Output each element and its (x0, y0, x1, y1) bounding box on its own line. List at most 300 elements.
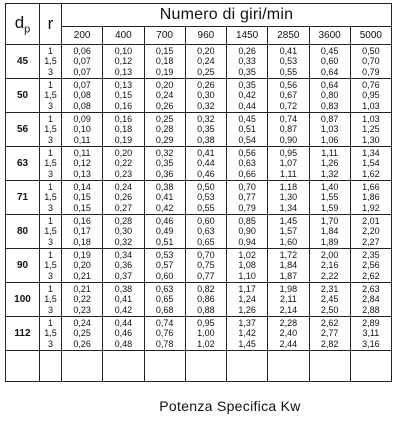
power-value: 0,08 (73, 90, 91, 101)
r-value: 1 (47, 249, 53, 260)
r-value: 1,5 (44, 124, 57, 135)
power-value: 1,32 (320, 168, 339, 179)
power-cell (350, 317, 391, 351)
power-value: 0,56 (279, 79, 298, 90)
power-value: 0,65 (155, 294, 174, 305)
r-value: 1 (47, 113, 53, 124)
power-value: 0,65 (197, 236, 215, 247)
table-row (6, 181, 392, 215)
power-value: 1,02 (197, 338, 215, 349)
empty-cell (40, 351, 62, 382)
power-value: 0,46 (197, 168, 215, 179)
power-value: 0,11 (73, 134, 91, 145)
power-value: 0,19 (73, 249, 91, 260)
power-value: 2,56 (362, 260, 380, 271)
power-value: 0,13 (114, 66, 133, 77)
power-value: 0,34 (114, 249, 133, 260)
power-value: 0,16 (73, 215, 91, 226)
r-value: 1,5 (44, 328, 57, 339)
power-value: 0,09 (73, 113, 91, 124)
empty-row (6, 351, 392, 382)
power-value: 0,28 (114, 215, 133, 226)
power-value: 0,63 (238, 158, 256, 169)
power-value: 0,26 (238, 45, 256, 56)
power-value: 2,45 (320, 294, 339, 305)
power-cell (103, 147, 144, 181)
r-value: 1,5 (44, 260, 57, 271)
r-value: 1 (47, 147, 53, 158)
dp-cell: 45 (6, 45, 40, 79)
power-cell (268, 45, 309, 79)
rpm-header-cell: 1450 (227, 27, 268, 45)
power-cell (185, 113, 226, 147)
power-value: 0,20 (197, 45, 215, 56)
power-value: 0,41 (155, 192, 174, 203)
power-value: 0,56 (238, 147, 256, 158)
power-value: 0,15 (73, 202, 91, 213)
power-value: 0,36 (114, 260, 133, 271)
power-value: 0,23 (73, 304, 91, 315)
power-value: 0,35 (238, 79, 256, 90)
r-value: 1,5 (44, 90, 57, 101)
power-cell (144, 283, 185, 317)
power-value: 0,90 (279, 134, 298, 145)
power-value: 0,38 (155, 181, 174, 192)
power-cell (268, 249, 309, 283)
r-value: 3 (47, 134, 53, 145)
power-value: 0,95 (197, 317, 215, 328)
r-value: 1 (47, 181, 53, 192)
power-cell (309, 215, 350, 249)
power-cell (309, 317, 350, 351)
power-value: 0,87 (320, 113, 339, 124)
power-cell (185, 249, 226, 283)
power-value: 0,42 (114, 304, 133, 315)
power-cell (227, 215, 268, 249)
power-cell (309, 181, 350, 215)
power-value: 1,86 (362, 192, 380, 203)
r-value: 3 (47, 236, 53, 247)
power-value: 0,24 (197, 56, 215, 67)
power-value: 0,21 (73, 283, 91, 294)
power-value: 2,00 (320, 249, 339, 260)
power-cell (103, 79, 144, 113)
power-value: 0,53 (155, 249, 174, 260)
power-cell (144, 215, 185, 249)
power-value: 2,88 (362, 304, 380, 315)
power-cell (309, 147, 350, 181)
power-value: 1,11 (279, 168, 297, 179)
power-value: 0,24 (73, 317, 91, 328)
power-cell (309, 249, 350, 283)
power-cell (144, 249, 185, 283)
power-value: 1,45 (238, 338, 256, 349)
caption (0, 398, 400, 414)
power-value: 0,74 (279, 113, 298, 124)
empty-cell (103, 351, 144, 382)
power-value: 0,19 (155, 66, 174, 77)
power-cell (185, 79, 226, 113)
power-value: 0,95 (279, 147, 298, 158)
power-value: 0,14 (73, 181, 91, 192)
power-cell (62, 249, 103, 283)
power-value: 1,02 (238, 249, 256, 260)
power-value: 0,35 (155, 158, 174, 169)
power-value: 1,37 (238, 317, 256, 328)
power-value: 0,63 (155, 283, 174, 294)
power-value: 1,18 (279, 181, 298, 192)
power-value: 2,14 (279, 304, 298, 315)
power-value: 0,51 (238, 124, 256, 135)
power-value: 0,19 (114, 134, 133, 145)
power-value: 0,21 (73, 270, 91, 281)
r-cell (40, 283, 62, 317)
power-value: 0,44 (114, 317, 133, 328)
r-value: 1 (47, 317, 53, 328)
power-value: 1,07 (279, 158, 298, 169)
power-value: 0,78 (155, 338, 174, 349)
dp-header-sub: p (24, 23, 31, 36)
power-value: 2,22 (320, 270, 339, 281)
power-cell (350, 45, 391, 79)
power-value: 0,94 (238, 236, 256, 247)
power-value: 0,32 (197, 113, 215, 124)
power-cell (350, 215, 391, 249)
power-value: 1,10 (238, 270, 256, 281)
power-value: 0,32 (197, 100, 215, 111)
power-value: 1,03 (320, 124, 339, 135)
power-value: 1,17 (238, 283, 256, 294)
power-value: 1,55 (320, 192, 339, 203)
r-value: 3 (47, 100, 53, 111)
power-value: 0,45 (238, 113, 256, 124)
rpm-header-cell: 200 (62, 27, 103, 45)
r-value: 1 (47, 79, 53, 90)
power-value: 0,20 (73, 260, 91, 271)
rpm-header-cell: 5000 (350, 27, 391, 45)
power-value: 0,66 (238, 168, 256, 179)
power-value: 2,16 (320, 260, 339, 271)
power-value: 2,63 (362, 283, 380, 294)
power-value: 0,60 (197, 215, 215, 226)
power-value: 0,13 (73, 168, 91, 179)
power-value: 0,38 (197, 134, 215, 145)
r-value: 1,5 (44, 56, 57, 67)
power-value: 0,87 (279, 124, 298, 135)
power-value: 0,22 (114, 158, 133, 169)
power-cell (62, 215, 103, 249)
r-cell (40, 249, 62, 283)
power-value: 1,40 (320, 181, 339, 192)
power-value: 1,84 (279, 260, 298, 271)
power-value: 0,70 (362, 56, 380, 67)
power-value: 0,50 (197, 181, 215, 192)
power-value: 0,13 (114, 79, 133, 90)
power-cell (185, 181, 226, 215)
power-value: 0,33 (238, 56, 256, 67)
power-value: 0,95 (362, 90, 380, 101)
power-cell (268, 215, 309, 249)
power-value: 0,72 (279, 100, 298, 111)
power-value: 1,03 (362, 113, 380, 124)
power-value: 0,07 (73, 56, 91, 67)
power-cell (350, 147, 391, 181)
power-value: 0,42 (155, 202, 174, 213)
power-value: 0,55 (197, 202, 215, 213)
dp-cell: 50 (6, 79, 40, 113)
power-value: 0,27 (114, 202, 133, 213)
power-value: 3,16 (362, 338, 380, 349)
power-cell (144, 317, 185, 351)
power-value: 0,24 (155, 90, 174, 101)
power-value: 0,38 (114, 283, 133, 294)
power-value: 0,15 (114, 90, 133, 101)
power-value: 0,88 (197, 304, 215, 315)
power-value: 2,82 (320, 338, 339, 349)
power-value: 0,79 (238, 202, 256, 213)
power-value: 0,18 (114, 124, 133, 135)
r-value: 3 (47, 202, 53, 213)
power-value: 0,60 (320, 56, 339, 67)
power-value: 0,41 (279, 45, 298, 56)
power-value: 0,11 (73, 147, 91, 158)
power-value: 0,20 (114, 147, 133, 158)
power-value: 1,98 (279, 283, 298, 294)
power-cell (309, 113, 350, 147)
power-value: 1,70 (320, 215, 339, 226)
power-value: 1,30 (279, 192, 298, 203)
power-value: 0,50 (362, 45, 380, 56)
power-cell (103, 249, 144, 283)
power-value: 2,20 (362, 226, 380, 237)
power-cell (268, 147, 309, 181)
power-value: 0,44 (197, 158, 215, 169)
power-value: 1,54 (362, 158, 380, 169)
power-cell (185, 215, 226, 249)
r-value: 3 (47, 168, 53, 179)
power-value: 0,86 (197, 294, 215, 305)
table-row (6, 283, 392, 317)
power-value: 0,15 (155, 45, 174, 56)
power-value: 1,25 (362, 124, 380, 135)
power-value: 0,41 (197, 147, 215, 158)
power-value: 0,64 (320, 79, 339, 90)
power-value: 1,11 (321, 147, 339, 158)
power-value: 2,44 (279, 338, 298, 349)
power-table (5, 3, 392, 382)
power-value: 0,20 (155, 79, 174, 90)
r-cell (40, 215, 62, 249)
power-value: 0,68 (155, 304, 174, 315)
table-row (6, 45, 392, 79)
table-row (6, 113, 392, 147)
empty-cell (144, 351, 185, 382)
power-value: 0,16 (114, 113, 133, 124)
r-value: 3 (47, 270, 53, 281)
power-value: 1,60 (279, 236, 298, 247)
power-cell (268, 113, 309, 147)
power-cell (227, 317, 268, 351)
power-value: 0,35 (238, 66, 256, 77)
dp-header (6, 4, 40, 45)
power-cell (62, 147, 103, 181)
power-value: 0,23 (114, 168, 133, 179)
power-value: 0,07 (73, 66, 91, 77)
power-value: 0,70 (238, 181, 256, 192)
power-cell (62, 113, 103, 147)
power-cell (103, 317, 144, 351)
rpm-header-cell: 3600 (309, 27, 350, 45)
power-value: 0,29 (155, 134, 174, 145)
power-value: 0,26 (114, 192, 133, 203)
power-cell (350, 113, 391, 147)
power-cell (62, 45, 103, 79)
power-value: 0,41 (114, 294, 133, 305)
rpm-header-cell: 960 (185, 27, 226, 45)
r-value: 1,5 (44, 294, 57, 305)
power-value: 0,26 (197, 79, 215, 90)
power-cell (309, 79, 350, 113)
power-value: 0,12 (73, 158, 91, 169)
power-cell (350, 249, 391, 283)
power-value: 2,89 (362, 317, 380, 328)
empty-cell (350, 351, 391, 382)
power-value: 0,83 (320, 100, 339, 111)
power-cell (227, 147, 268, 181)
power-value: 2,31 (320, 283, 339, 294)
r-value: 3 (47, 338, 53, 349)
power-value: 0,22 (73, 294, 91, 305)
r-cell (40, 45, 62, 79)
power-value: 0,57 (155, 260, 174, 271)
power-cell (185, 317, 226, 351)
r-header: r (40, 4, 62, 45)
r-cell (40, 317, 62, 351)
power-cell (268, 317, 309, 351)
power-value: 1,42 (238, 328, 256, 339)
power-value: 1,00 (197, 328, 215, 339)
power-value: 0,77 (197, 270, 215, 281)
dp-cell: 80 (6, 215, 40, 249)
power-value: 0,67 (279, 90, 298, 101)
r-value: 1 (47, 45, 53, 56)
power-value: 0,15 (73, 192, 91, 203)
power-cell (185, 147, 226, 181)
power-value: 1,66 (362, 181, 380, 192)
power-value: 0,35 (197, 124, 215, 135)
power-value: 1,24 (238, 294, 256, 305)
power-value: 0,06 (73, 45, 91, 56)
power-value: 1,92 (362, 202, 380, 213)
power-value: 3,11 (362, 328, 380, 339)
power-value: 0,44 (238, 100, 256, 111)
power-value: 0,25 (155, 113, 174, 124)
power-value: 0,46 (114, 328, 133, 339)
power-cell (227, 181, 268, 215)
r-cell (40, 147, 62, 181)
power-cell (350, 181, 391, 215)
power-value: 2,77 (320, 328, 339, 339)
power-value: 0,16 (114, 100, 133, 111)
power-cell (227, 283, 268, 317)
r-value: 1,5 (44, 158, 57, 169)
power-value: 1,26 (320, 158, 339, 169)
power-value: 0,42 (238, 90, 256, 101)
power-value: 0,70 (197, 249, 215, 260)
power-value: 0,46 (155, 215, 174, 226)
power-value: 0,51 (155, 236, 174, 247)
power-value: 2,84 (362, 294, 380, 305)
r-cell (40, 79, 62, 113)
power-value: 1,30 (362, 134, 380, 145)
power-value: 2,40 (279, 328, 298, 339)
power-value: 1,72 (279, 249, 298, 260)
power-cell (309, 45, 350, 79)
power-value: 0,63 (197, 226, 215, 237)
power-value: 0,90 (238, 226, 256, 237)
power-value: 0,53 (279, 56, 298, 67)
empty-cell (227, 351, 268, 382)
table-row (6, 79, 392, 113)
empty-cell (185, 351, 226, 382)
power-value: 2,35 (362, 249, 380, 260)
r-value: 3 (47, 304, 53, 315)
power-value: 1,26 (238, 304, 256, 315)
dp-header-main: d (14, 12, 25, 32)
power-cell (144, 79, 185, 113)
power-cell (144, 45, 185, 79)
r-value: 1,5 (44, 192, 57, 203)
dp-cell: 63 (6, 147, 40, 181)
power-value: 2,62 (362, 270, 380, 281)
empty-cell (309, 351, 350, 382)
rpm-header-cell: 400 (103, 27, 144, 45)
power-value: 1,87 (279, 270, 298, 281)
power-value: 0,10 (114, 45, 133, 56)
power-value: 0,26 (73, 338, 91, 349)
power-value: 1,62 (362, 168, 380, 179)
caption-text: Potenza Specifica Kw (159, 398, 301, 414)
power-cell (144, 113, 185, 147)
power-cell (62, 79, 103, 113)
power-value: 1,34 (279, 202, 298, 213)
power-cell (62, 317, 103, 351)
r-cell (40, 181, 62, 215)
power-value: 2,50 (320, 304, 339, 315)
table-row (6, 317, 392, 351)
power-cell (350, 283, 391, 317)
power-value: 0,32 (155, 147, 174, 158)
power-value: 0,64 (320, 66, 339, 77)
power-cell (62, 283, 103, 317)
power-value: 0,24 (114, 181, 133, 192)
power-value: 0,55 (279, 66, 298, 77)
r-value: 3 (47, 66, 53, 77)
power-value: 0,18 (73, 236, 91, 247)
power-value: 1,59 (320, 202, 339, 213)
power-value: 1,45 (279, 215, 298, 226)
power-value: 0,08 (73, 100, 91, 111)
power-value: 0,85 (238, 215, 256, 226)
power-value: 1,57 (279, 226, 298, 237)
power-value: 0,76 (155, 328, 174, 339)
power-cell (227, 249, 268, 283)
power-value: 0,10 (73, 124, 91, 135)
power-value: 1,08 (238, 260, 256, 271)
power-value: 0,36 (155, 168, 174, 179)
power-cell (227, 79, 268, 113)
power-value: 0,30 (114, 226, 133, 237)
